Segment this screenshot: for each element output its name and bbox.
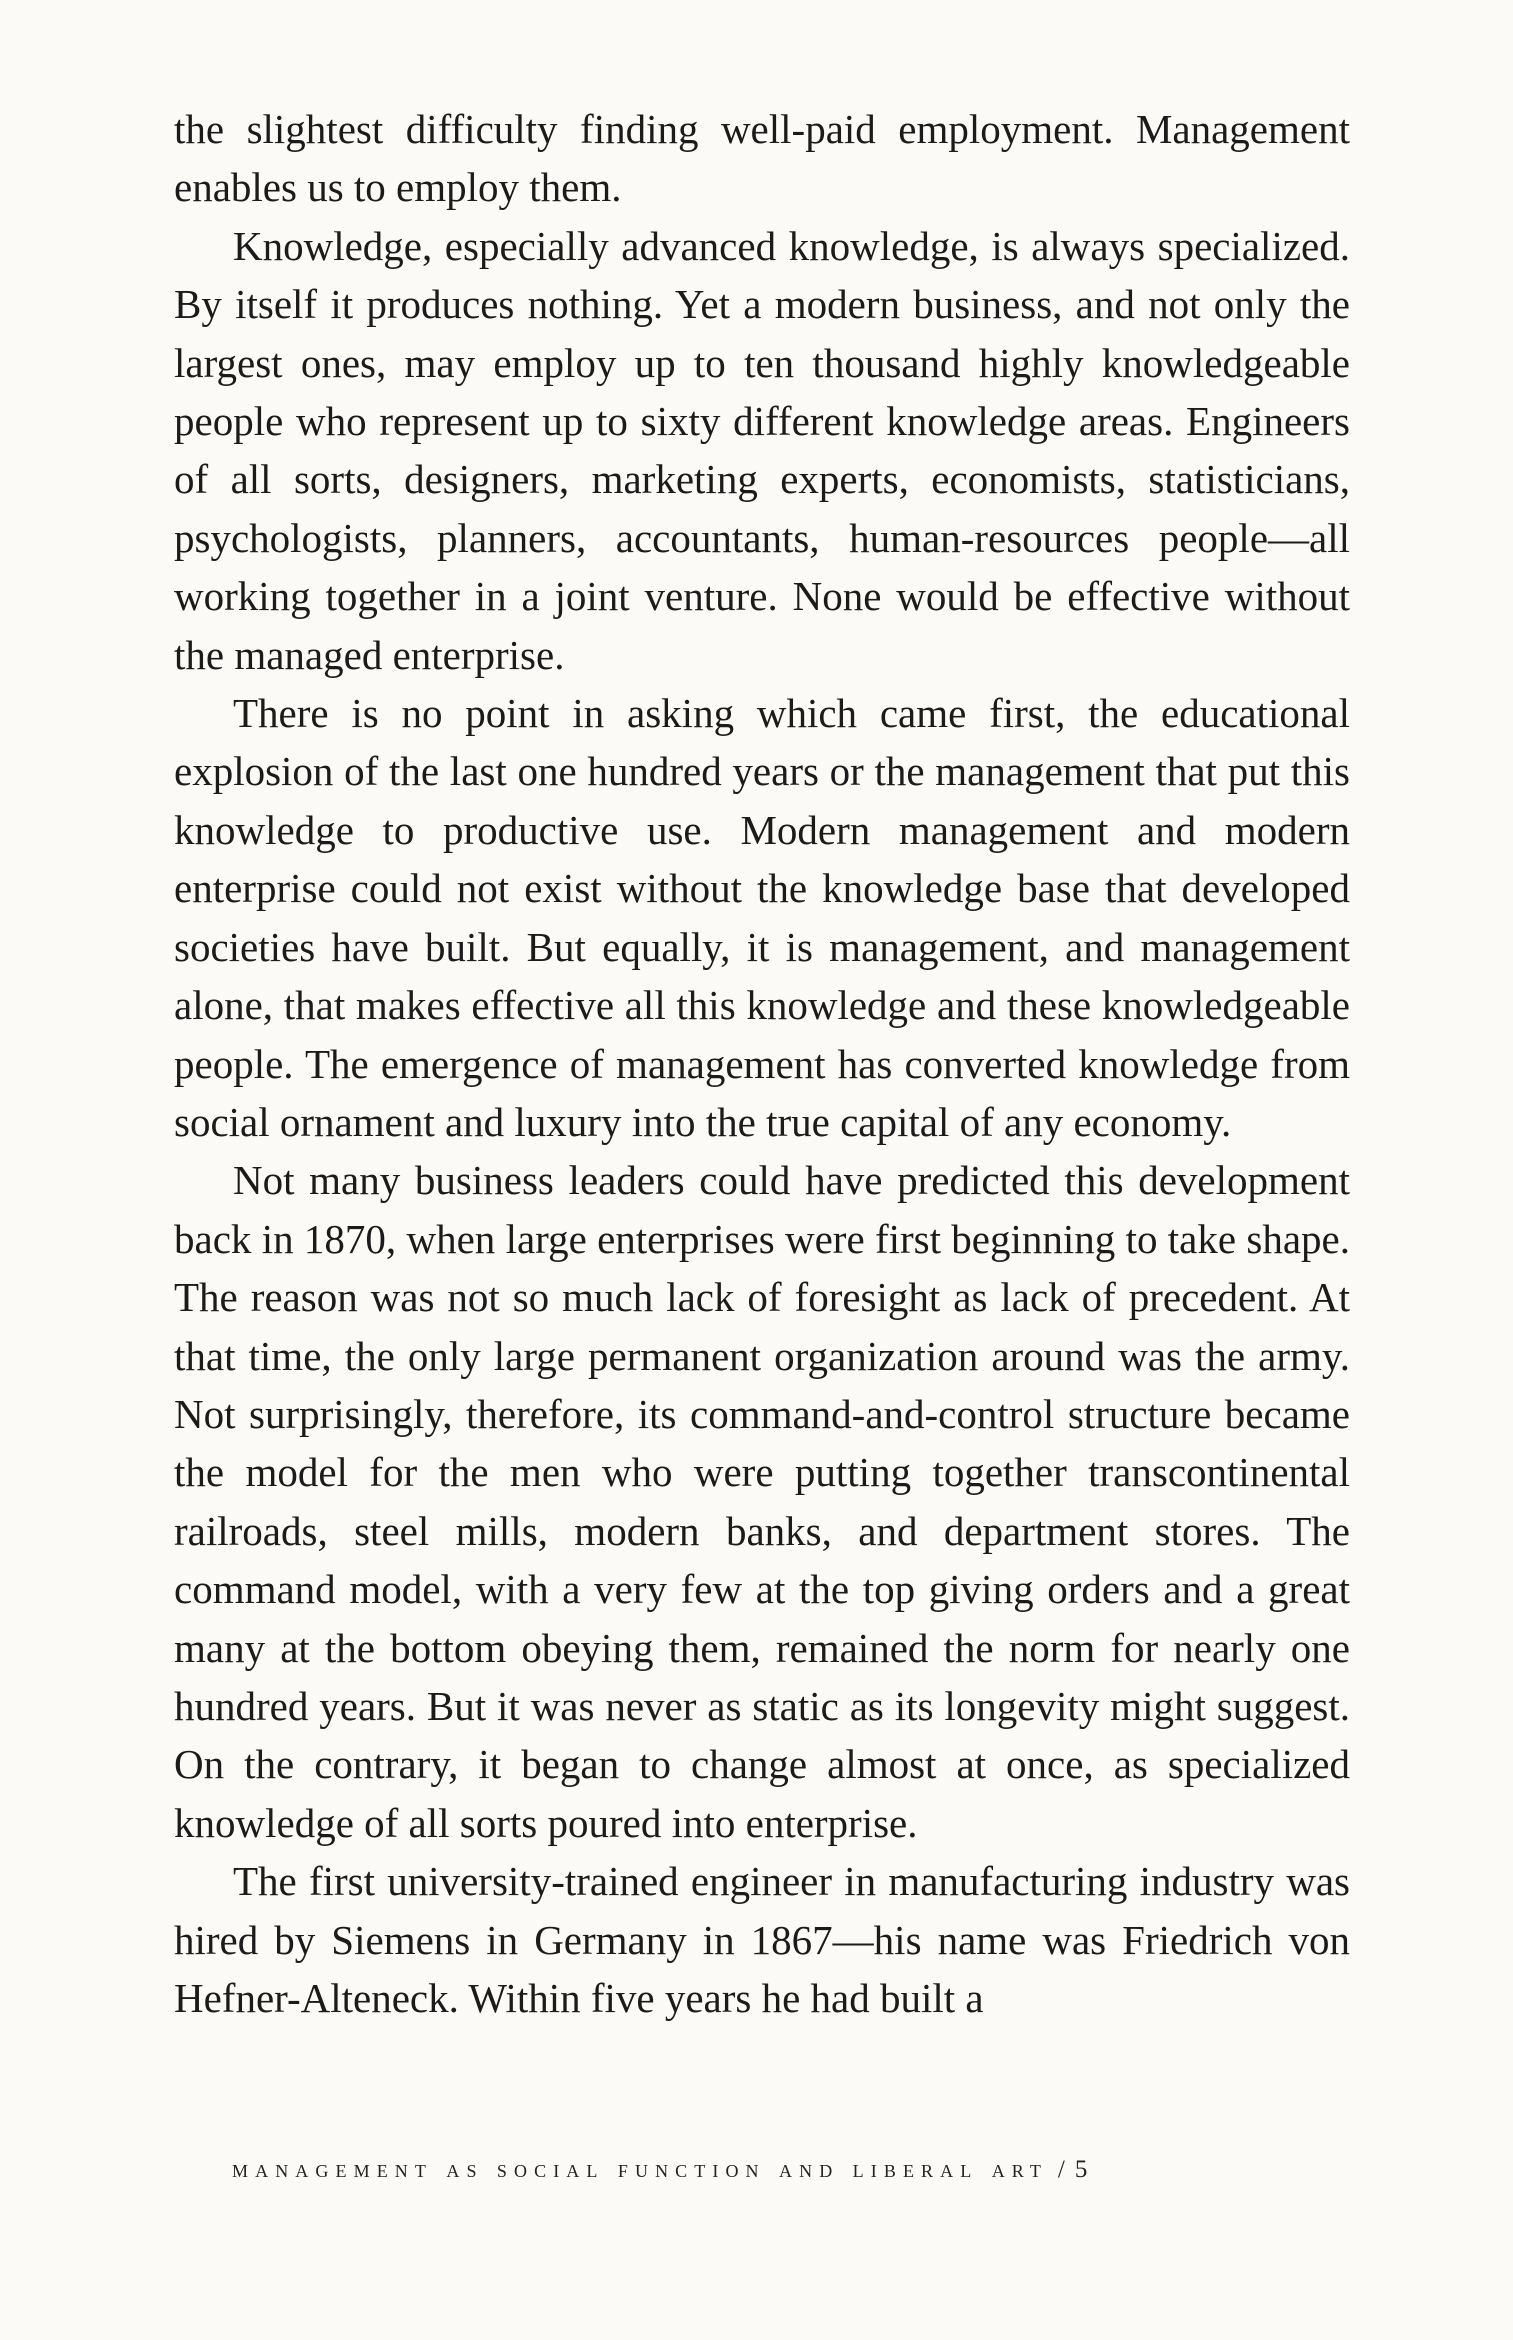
paragraph-4: Not many business leaders could have predicted this development back in 1870, when large enterprises were first beginning to take shape. The reason was not so much lack of foresight as lack of precedent. At that time, the only large permanent organization around was the army. Not surprisingly, therefore, its command-and-control structure became the model for the men who were putting together transcontinental railroads, steel mills, modern banks, and department stores. The command model, with a very few at the top giving orders and a great many at the bottom obeying them, remained the norm for nearly one hundred years. But it was never as static as its longevity might suggest. On the contrary, it began to change almost at once, as specialized knowledge of all sorts poured into enterprise. bbox=[174, 1157, 1350, 1846]
body-text bbox=[174, 100, 1350, 2027]
paragraph-2: Knowledge, especially advanced knowledge, is always specialized. By itself it produces nothing. Yet a modern business, and not only the largest ones, may employ up to ten thousand highly knowledgeable people who represent up to sixty different knowledge areas. Engineers of all sorts, designers, marketing experts, economists, statisticians, psychologists, planners, accountants, human-resources people—all working together in a joint venture. None would be effective without the managed enterprise. bbox=[174, 222, 1350, 678]
running-footer bbox=[232, 2156, 1350, 2184]
paragraph-5: The first university-trained engineer in manufacturing industry was hired by Siemens in Germany in 1867—his name was Friedrich von Hefner-Alteneck. Within five years he had built a bbox=[174, 1858, 1350, 2021]
footer-separator: / bbox=[1057, 2156, 1065, 2183]
paragraph-3: There is no point in asking which came first, the educational explosion of the last one hundred years or the management that put this knowledge to productive use. Modern management and modern enterprise could not exist without the knowledge base that developed societies have built. But equally, it is management, and management alone, that makes effective all this knowledge and these knowledgeable people. The emergence of management has converted knowledge from social ornament and luxury into the true capital of any economy. bbox=[174, 690, 1350, 1145]
paragraph-1: the slightest difficulty finding well-paid employment. Management enables us to employ them. bbox=[174, 106, 1350, 211]
page-number: 5 bbox=[1074, 2156, 1095, 2183]
running-title: management as social function and liberal art bbox=[232, 2156, 1048, 2183]
